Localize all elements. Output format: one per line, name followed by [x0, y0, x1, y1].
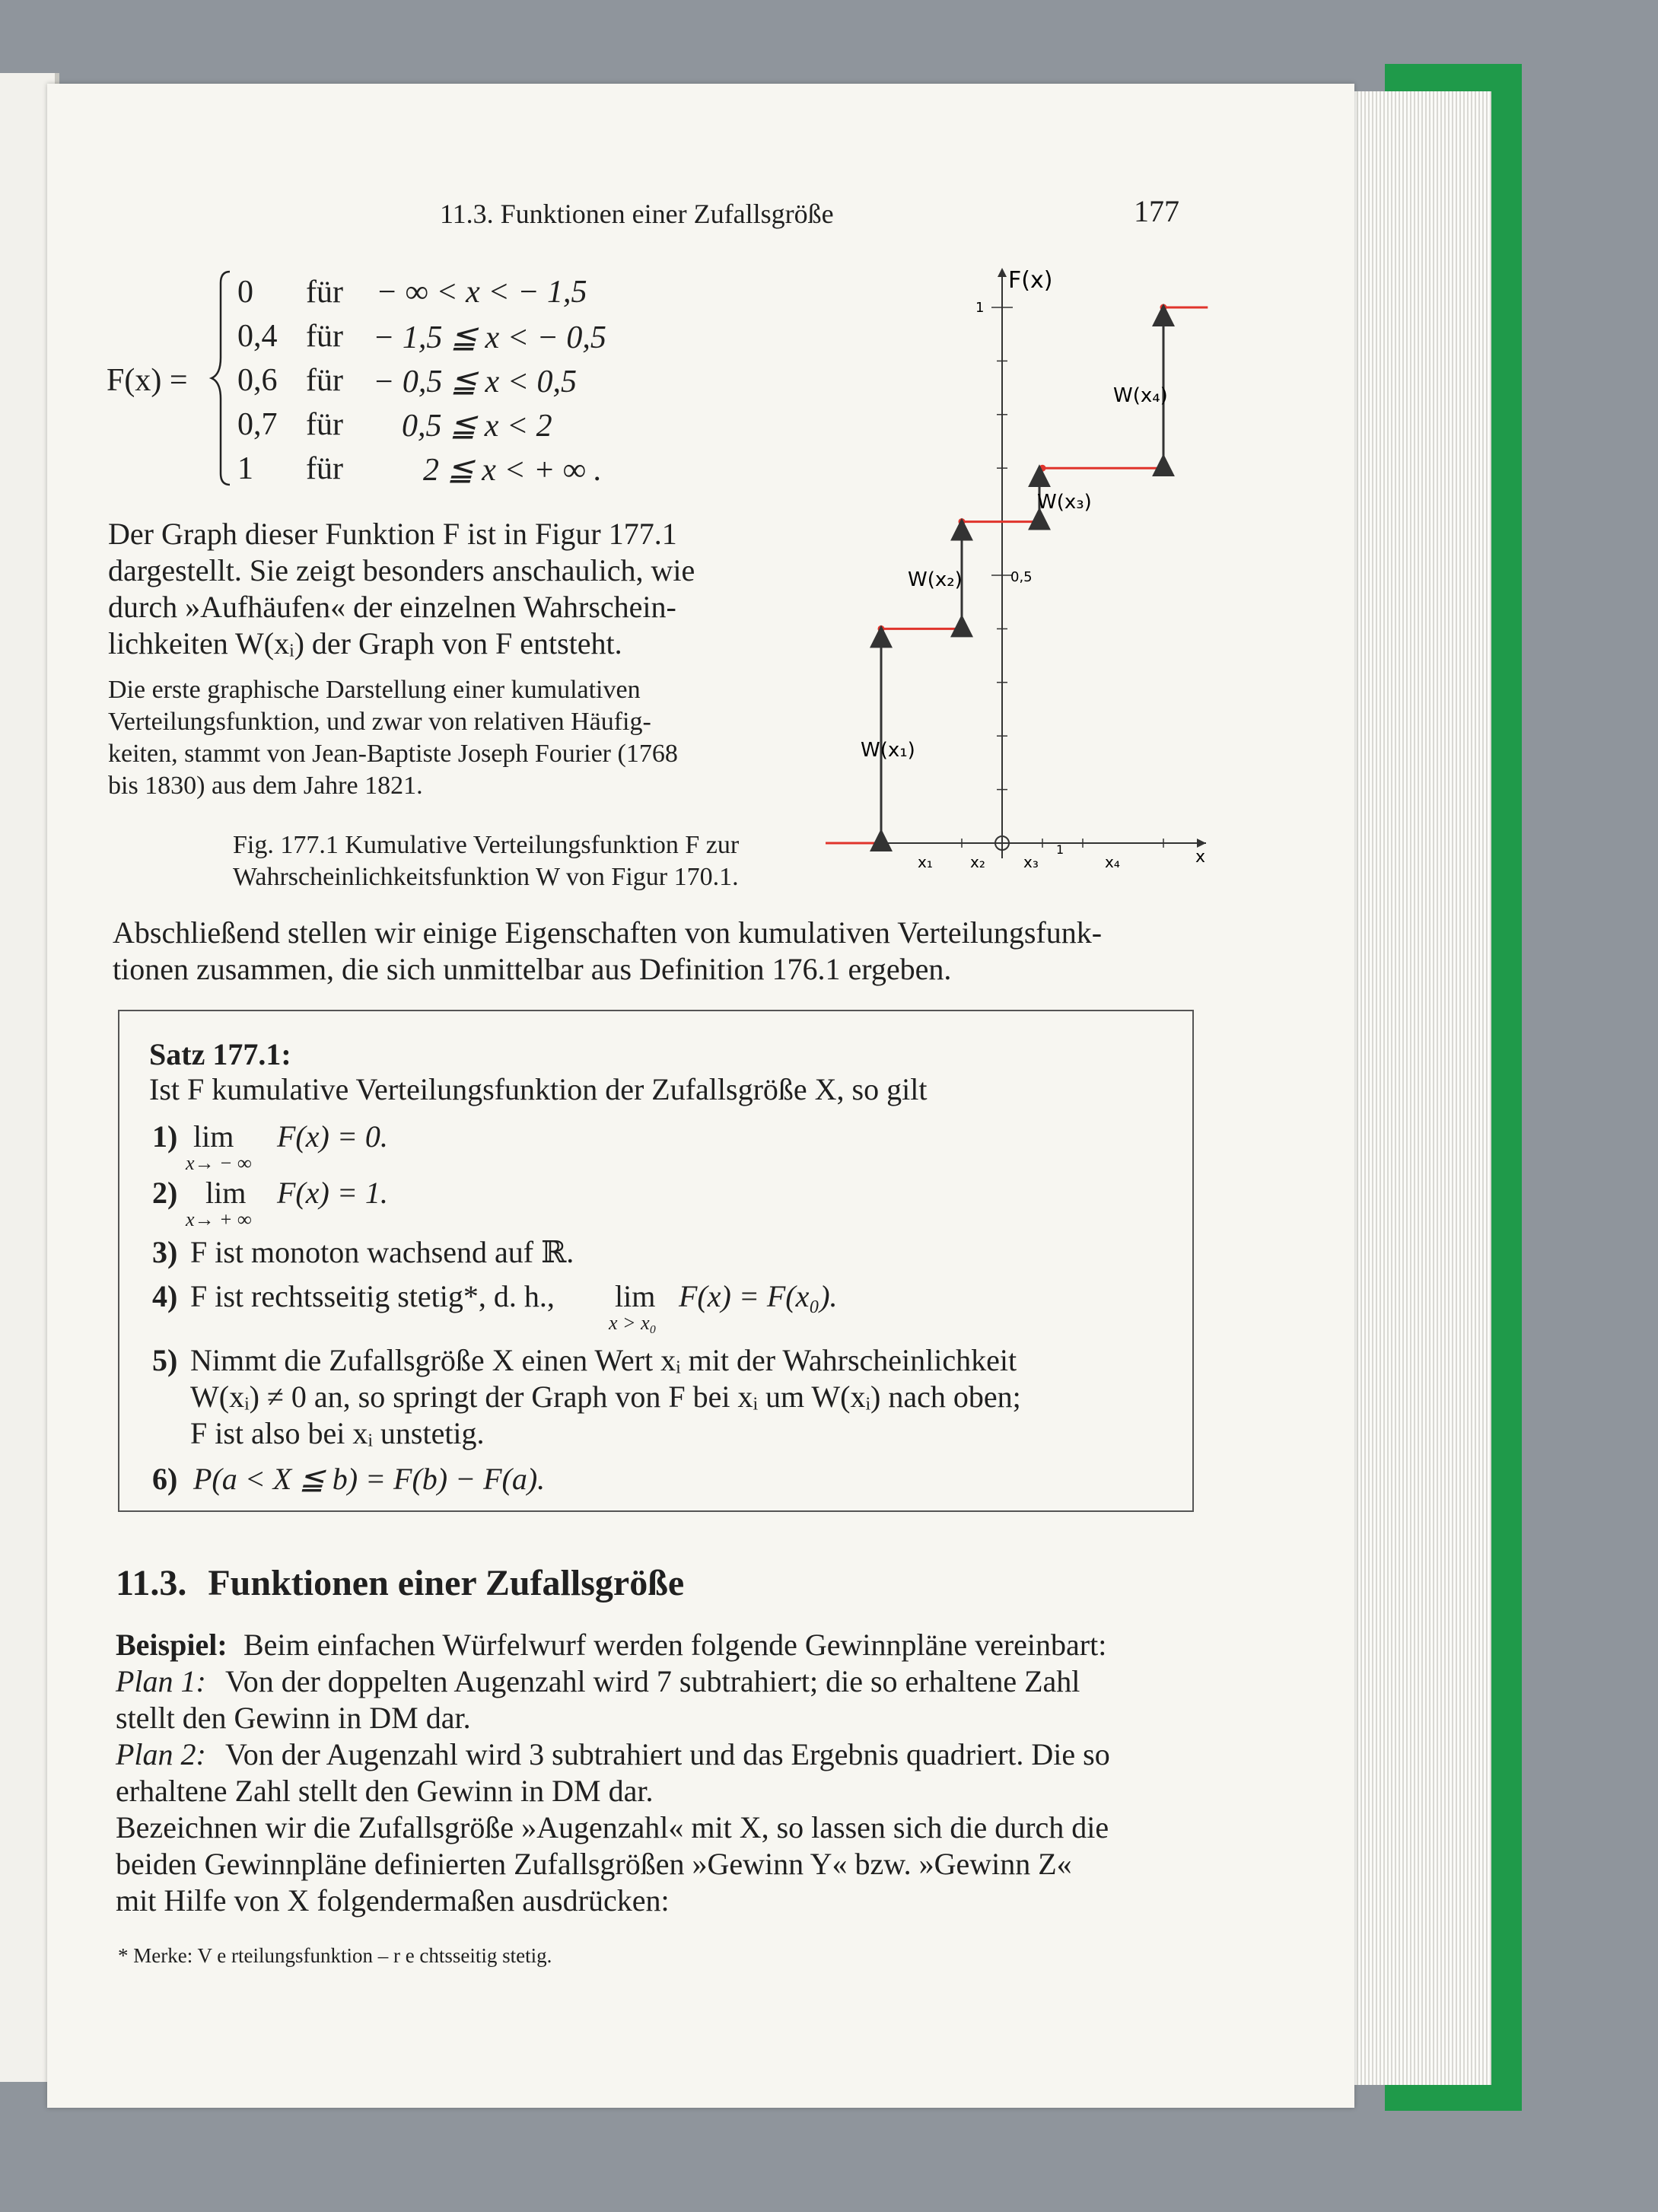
text-line: Von der Augenzahl wird 3 subtrahiert und das Ergebnis quadriert. Die so [225, 1737, 1110, 1771]
text-line: Bezeichnen wir die Zufallsgröße »Augenzahl« mit X, so lassen sich die durch die [116, 1810, 1109, 1844]
lim-expression: F(x) = F(x₀). [679, 1279, 838, 1313]
text-line: stellt den Gewinn in DM dar. [116, 1701, 471, 1735]
def-condition: − 0,5 ≦ x < 0,5 [373, 364, 578, 399]
def-fuer: für [306, 407, 343, 442]
def-value: 1 [237, 451, 253, 486]
item-number: 4) [152, 1279, 178, 1313]
lim-word: lim [205, 1176, 247, 1210]
y-axis-arrowhead [998, 268, 1007, 277]
left-brace [207, 268, 237, 489]
page-number: 177 [1134, 194, 1179, 228]
section-heading [116, 1562, 684, 1604]
footnote: * Merke: V e rteilungsfunktion – r e chtsseitig stetig. [118, 1944, 552, 1967]
page-stack-edge [1347, 91, 1491, 2085]
def-condition: 0,5 ≦ x < 2 [402, 409, 552, 444]
text-line: Von der doppelten Augenzahl wird 7 subtrahiert; die so erhaltene Zahl [225, 1664, 1080, 1698]
step-point [1039, 465, 1046, 472]
jump-label-w4: W(x₄) [1113, 384, 1168, 407]
def-condition: − 1,5 ≦ x < − 0,5 [373, 320, 606, 355]
def-value: 0,4 [237, 319, 278, 354]
def-fuer: für [306, 275, 343, 310]
step-point [959, 518, 966, 525]
item-text-line: Nimmt die Zufallsgröße X einen Wert xᵢ mit der Wahrscheinlichkeit [190, 1343, 1017, 1377]
section-number: 11.3. [116, 1563, 187, 1603]
def-value: 0,7 [237, 407, 278, 442]
text-line: erhaltene Zahl stellt den Gewinn in DM dar. [116, 1774, 654, 1808]
tick-label-x-1: 1 [1056, 842, 1064, 857]
text-line: lichkeiten W(xᵢ) der Graph von F entsteht. [108, 626, 622, 660]
lim-subscript: x > x₀ [609, 1312, 657, 1334]
y-axis-label: F(x) [1008, 267, 1053, 294]
step-point [878, 625, 885, 632]
jump-label-w3: W(x₃) [1037, 491, 1092, 514]
plan-label: Plan 1: [116, 1664, 206, 1698]
item-text: F ist monoton wachsend auf ℝ. [190, 1235, 574, 1269]
running-title: 11.3. Funktionen einer Zufallsgröße [440, 199, 834, 229]
item-text-line: F ist also bei xᵢ unstetig. [190, 1416, 485, 1450]
caption-line: Wahrscheinlichkeitsfunktion W von Figur 170.1. [233, 863, 739, 891]
lim-word: lim [615, 1279, 656, 1313]
text-line: tionen zusammen, die sich unmittelbar aus Definition 176.1 ergeben. [113, 952, 952, 986]
def-condition: 2 ≦ x < + ∞ . [423, 453, 602, 488]
def-value: 0 [237, 275, 253, 310]
item-number: 6) [152, 1462, 178, 1496]
text-line: beiden Gewinnpläne definierten Zufallsgrößen »Gewinn Y« bzw. »Gewinn Z« [116, 1847, 1072, 1881]
x-axis-arrowhead [1197, 839, 1206, 848]
item-text: P(a < X ≦ b) = F(b) − F(a). [193, 1462, 546, 1496]
tick-label-1: 1 [975, 300, 985, 316]
lim-expression: F(x) = 0. [277, 1119, 388, 1154]
text-line: Abschließend stellen wir einige Eigenschaften von kumulativen Verteilungsfunk- [113, 915, 1103, 950]
x-tick-label: x₄ [1105, 853, 1120, 871]
lim-expression: F(x) = 1. [277, 1176, 388, 1210]
theorem-title: Satz 177.1: [149, 1037, 291, 1071]
step-function-figure [826, 257, 1214, 889]
def-fuer: für [306, 319, 343, 354]
text-line: Die erste graphische Darstellung einer kumulativen [108, 676, 641, 704]
tick-label-0-5: 0,5 [1010, 569, 1033, 585]
jump-label-w1: W(x₁) [861, 739, 915, 762]
definition-lhs: F(x) = [107, 363, 188, 398]
def-fuer: für [306, 363, 343, 398]
def-condition: − ∞ < x < − 1,5 [376, 275, 587, 310]
lim-subscript: x→ + ∞ [186, 1208, 252, 1230]
def-fuer: für [306, 451, 343, 486]
text-line: Beim einfachen Würfelwurf werden folgende Gewinnpläne vereinbart: [243, 1628, 1107, 1662]
item-number: 1) [152, 1119, 178, 1154]
text-line: Verteilungsfunktion, und zwar von relativen Häufig- [108, 708, 651, 736]
item-text: F ist rechtsseitig stetig*, d. h., [190, 1279, 555, 1313]
lim-word: lim [193, 1119, 234, 1154]
item-text-line: W(xᵢ) ≠ 0 an, so springt der Graph von F bei xᵢ um W(xᵢ) nach oben; [190, 1380, 1021, 1414]
text-line: Der Graph dieser Funktion F ist in Figur 177.1 [108, 517, 677, 551]
text-line: dargestellt. Sie zeigt besonders anschaulich, wie [108, 553, 695, 587]
jump-label-w2: W(x₂) [908, 568, 963, 591]
example-label: Beispiel: [116, 1628, 228, 1662]
x-axis-label: x [1195, 848, 1206, 867]
def-value: 0,6 [237, 363, 278, 398]
lim-subscript: x→ − ∞ [186, 1152, 252, 1174]
x-tick-label: x₂ [970, 853, 985, 871]
item-number: 2) [152, 1176, 178, 1210]
text-line: mit Hilfe von X folgendermaßen ausdrücken: [116, 1883, 670, 1918]
item-number: 3) [152, 1235, 178, 1269]
text-line: keiten, stammt von Jean-Baptiste Joseph Fourier (1768 [108, 740, 678, 768]
caption-line: Fig. 177.1 Kumulative Verteilungsfunktion F zur [233, 831, 740, 859]
x-tick-label: x₃ [1023, 853, 1039, 871]
step-point [1160, 304, 1167, 311]
theorem-intro: Ist F kumulative Verteilungsfunktion der Zufallsgröße X, so gilt [149, 1072, 928, 1106]
plan-label: Plan 2: [116, 1737, 206, 1771]
x-tick-label: x₁ [918, 853, 933, 871]
text-line: durch »Aufhäufen« der einzelnen Wahrschein- [108, 590, 676, 624]
item-number: 5) [152, 1343, 178, 1377]
text-line: bis 1830) aus dem Jahre 1821. [108, 772, 423, 800]
section-title: Funktionen einer Zufallsgröße [208, 1563, 685, 1603]
